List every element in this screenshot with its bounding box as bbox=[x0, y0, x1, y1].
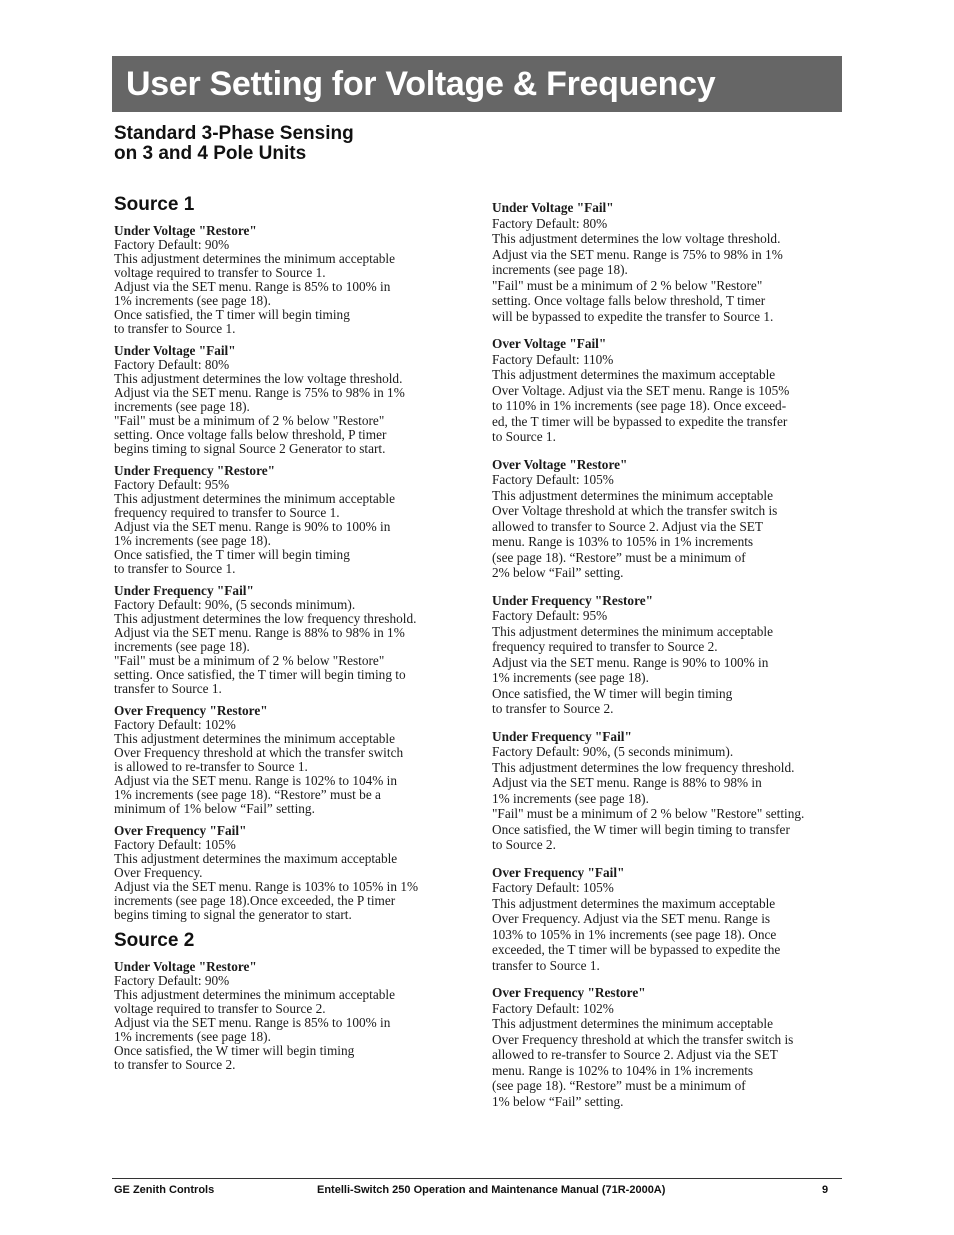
setting-text-line: allowed to transfer to Source 2. Adjust via the SET bbox=[492, 518, 764, 534]
setting-text-line: (see page 18). “Restore” must be a minimum of bbox=[492, 549, 746, 565]
source1-blocks bbox=[114, 224, 469, 922]
setting-text-line: to 110% in 1% increments (see page 18). Once exceed- bbox=[492, 398, 787, 413]
setting-text-line: This adjustment determines the minimum acceptable bbox=[492, 1016, 774, 1031]
setting-text-line: Factory Default: 90%, (5 seconds minimum). bbox=[114, 597, 356, 612]
setting-title: Over Frequency "Restore" bbox=[492, 985, 646, 1000]
setting-text-line: 1% increments (see page 18). bbox=[114, 293, 271, 308]
setting-text-line: exceeded, the T timer will be bypassed to expedite the bbox=[492, 942, 781, 957]
setting-text-line: Adjust via the SET menu. Range is 88% to 98% in 1% bbox=[114, 625, 405, 640]
setting-text-line: Factory Default: 102% bbox=[492, 1000, 614, 1016]
setting-text-line: Factory Default: 105% bbox=[492, 472, 614, 487]
setting-text-line: 1% increments (see page 18). bbox=[492, 670, 649, 685]
setting-text-line: This adjustment determines the maximum acceptable bbox=[492, 895, 776, 911]
setting-title: Under Frequency "Fail" bbox=[114, 583, 254, 598]
footer-manual-title: Entelli-Switch 250 Operation and Maintenance Manual (71R-2000A) bbox=[317, 1184, 666, 1196]
setting-block bbox=[114, 704, 469, 816]
setting-text-line: increments (see page 18). bbox=[114, 399, 250, 414]
setting-text-line: menu. Range is 103% to 105% in 1% increments bbox=[492, 534, 754, 549]
setting-text-line: Factory Default: 90% bbox=[114, 973, 230, 988]
setting-text-line: Over Voltage threshold at which the transfer switch is bbox=[492, 503, 778, 518]
setting-text-line: to Source 2. bbox=[492, 837, 556, 852]
setting-title: Over Voltage "Restore" bbox=[492, 456, 628, 472]
setting-title: Over Frequency "Restore" bbox=[114, 703, 268, 718]
setting-text-line: to transfer to Source 2. bbox=[492, 701, 614, 716]
page-number: 9 bbox=[822, 1184, 829, 1196]
setting-text-line: Over Frequency. Adjust via the SET menu. Range is bbox=[492, 911, 771, 926]
setting-title: Under Voltage "Restore" bbox=[114, 223, 257, 238]
setting-text-line: setting. Once voltage falls below threshold, P timer bbox=[114, 427, 387, 442]
setting-block bbox=[114, 584, 469, 696]
setting-text-line: Factory Default: 95% bbox=[492, 608, 608, 623]
setting-text-line: (see page 18). “Restore” must be a minimum of bbox=[492, 1078, 746, 1093]
setting-text-line: 1% below “Fail” setting. bbox=[492, 1093, 624, 1109]
source1-heading: Source 1 bbox=[114, 194, 195, 215]
setting-title: Over Frequency "Fail" bbox=[492, 864, 625, 880]
subtitle-line-2: on 3 and 4 Pole Units bbox=[114, 143, 307, 164]
setting-text-line: 1% increments (see page 18). bbox=[114, 533, 271, 548]
setting-title: Under Frequency "Restore" bbox=[114, 463, 276, 478]
setting-text-line: to transfer to Source 1. bbox=[114, 561, 236, 576]
setting-text-line: Factory Default: 102% bbox=[114, 717, 236, 732]
setting-block bbox=[492, 729, 842, 853]
setting-title: Under Voltage "Fail" bbox=[492, 200, 614, 215]
setting-text-line: This adjustment determines the maximum acceptable bbox=[492, 367, 776, 382]
setting-title: Under Voltage "Restore" bbox=[114, 959, 257, 974]
setting-title: Over Frequency "Fail" bbox=[114, 823, 247, 838]
setting-text-line: "Fail" must be a minimum of 2 % below "Restore" setting. bbox=[492, 806, 805, 821]
page-title: User Setting for Voltage & Frequency bbox=[126, 65, 716, 103]
setting-block bbox=[492, 200, 842, 324]
setting-title: Under Voltage "Fail" bbox=[114, 343, 236, 358]
footer-divider bbox=[112, 1178, 842, 1179]
setting-text-line: frequency required to transfer to Source 1. bbox=[114, 505, 340, 520]
setting-text-line: "Fail" must be a minimum of 2 % below "Restore" bbox=[492, 277, 763, 293]
setting-block bbox=[114, 464, 469, 576]
setting-text-line: Factory Default: 110% bbox=[492, 351, 614, 367]
setting-text-line: Factory Default: 90% bbox=[114, 237, 230, 252]
setting-block bbox=[492, 336, 842, 445]
setting-text-line: minimum of 1% below “Fail” setting. bbox=[114, 801, 315, 816]
setting-text-line: is allowed to re-transfer to Source 1. bbox=[114, 759, 308, 774]
setting-text-line: Factory Default: 90%, (5 seconds minimum). bbox=[492, 744, 734, 759]
setting-text-line: Factory Default: 105% bbox=[492, 880, 614, 895]
setting-text-line: voltage required to transfer to Source 2. bbox=[114, 1001, 326, 1016]
setting-text-line: Over Frequency threshold at which the transfer switch bbox=[114, 745, 404, 760]
setting-title: Under Frequency "Fail" bbox=[492, 728, 632, 744]
setting-text-line: This adjustment determines the maximum acceptable bbox=[114, 851, 398, 866]
setting-text-line: Over Frequency threshold at which the transfer switch is bbox=[492, 1031, 794, 1047]
setting-text-line: setting. Once satisfied, the T timer will begin timing to bbox=[114, 667, 406, 682]
setting-text-line: Factory Default: 95% bbox=[114, 477, 230, 492]
setting-text-line: transfer to Source 1. bbox=[114, 681, 222, 696]
setting-text-line: menu. Range is 102% to 104% in 1% increments bbox=[492, 1062, 754, 1078]
setting-text-line: "Fail" must be a minimum of 2 % below "Restore" bbox=[114, 413, 385, 428]
setting-text-line: This adjustment determines the minimum acceptable bbox=[114, 987, 396, 1002]
setting-text-line: Over Frequency. bbox=[114, 865, 203, 880]
setting-text-line: Once satisfied, the T timer will begin timing bbox=[114, 307, 350, 322]
setting-text-line: allowed to re-transfer to Source 2. Adjust via the SET bbox=[492, 1047, 778, 1062]
setting-text-line: increments (see page 18).Once exceeded, the P timer bbox=[114, 893, 396, 908]
setting-text-line: begins timing to signal the generator to start. bbox=[114, 907, 352, 922]
setting-text-line: 2% below “Fail” setting. bbox=[492, 565, 624, 580]
setting-text-line: Factory Default: 80% bbox=[114, 357, 230, 372]
setting-text-line: increments (see page 18). bbox=[114, 639, 250, 654]
setting-text-line: will be bypassed to expedite the transfer to Source 1. bbox=[492, 308, 774, 324]
setting-block bbox=[492, 457, 842, 581]
setting-text-line: Once satisfied, the W timer will begin timing bbox=[492, 685, 733, 701]
setting-text-line: Adjust via the SET menu. Range is 103% to 105% in 1% bbox=[114, 879, 419, 894]
setting-block bbox=[114, 344, 469, 456]
setting-block bbox=[492, 865, 842, 974]
setting-text-line: This adjustment determines the minimum acceptable bbox=[114, 491, 396, 506]
setting-title: Under Frequency "Restore" bbox=[492, 592, 654, 608]
setting-text-line: 103% to 105% in 1% increments (see page 18). Once bbox=[492, 926, 777, 942]
setting-text-line: Adjust via the SET menu. Range is 75% to 98% in 1% bbox=[492, 246, 783, 262]
setting-text-line: Once satisfied, the W timer will begin timing to transfer bbox=[492, 821, 790, 837]
setting-text-line: Once satisfied, the W timer will begin timing bbox=[114, 1043, 355, 1058]
setting-text-line: Factory Default: 80% bbox=[492, 215, 608, 231]
setting-text-line: 1% increments (see page 18). bbox=[114, 1029, 271, 1044]
setting-text-line: This adjustment determines the minimum acceptable bbox=[114, 731, 396, 746]
setting-text-line: Over Voltage. Adjust via the SET menu. Range is 105% bbox=[492, 382, 790, 398]
setting-text-line: Adjust via the SET menu. Range is 85% to 100% in bbox=[114, 1015, 391, 1030]
setting-block bbox=[492, 985, 842, 1109]
setting-text-line: to transfer to Source 1. bbox=[114, 321, 236, 336]
setting-text-line: This adjustment determines the minimum acceptable bbox=[492, 623, 774, 639]
setting-text-line: Adjust via the SET menu. Range is 90% to 100% in bbox=[114, 519, 391, 534]
right-column bbox=[492, 200, 842, 1121]
setting-text-line: 1% increments (see page 18). “Restore” must be a bbox=[114, 787, 381, 802]
setting-block bbox=[114, 824, 469, 922]
footer-company: GE Zenith Controls bbox=[114, 1184, 215, 1196]
setting-text-line: setting. Once voltage falls below threshold, T timer bbox=[492, 293, 766, 308]
setting-text-line: This adjustment determines the low frequency threshold. bbox=[492, 759, 795, 775]
setting-text-line: This adjustment determines the low frequency threshold. bbox=[114, 611, 417, 626]
setting-text-line: begins timing to signal Source 2 Generator to start. bbox=[114, 441, 386, 456]
setting-text-line: transfer to Source 1. bbox=[492, 957, 600, 973]
setting-text-line: "Fail" must be a minimum of 2 % below "Restore" bbox=[114, 653, 385, 668]
setting-text-line: Adjust via the SET menu. Range is 90% to 100% in bbox=[492, 654, 769, 670]
setting-text-line: voltage required to transfer to Source 1. bbox=[114, 265, 326, 280]
setting-text-line: increments (see page 18). bbox=[492, 262, 628, 277]
setting-text-line: ed, the T timer will be bypassed to expedite the transfer bbox=[492, 413, 788, 429]
setting-text-line: This adjustment determines the minimum acceptable bbox=[492, 487, 774, 503]
setting-text-line: Adjust via the SET menu. Range is 75% to 98% in 1% bbox=[114, 385, 405, 400]
setting-text-line: frequency required to transfer to Source 2. bbox=[492, 639, 718, 654]
setting-text-line: This adjustment determines the low voltage threshold. bbox=[114, 371, 403, 386]
subtitle-line-1: Standard 3-Phase Sensing bbox=[114, 123, 354, 144]
setting-text-line: Adjust via the SET menu. Range is 88% to 98% in bbox=[492, 775, 762, 790]
setting-block bbox=[114, 960, 469, 1072]
setting-text-line: to transfer to Source 2. bbox=[114, 1057, 236, 1072]
setting-text-line: Adjust via the SET menu. Range is 102% to 104% in bbox=[114, 773, 398, 788]
setting-title: Over Voltage "Fail" bbox=[492, 336, 607, 351]
setting-block bbox=[114, 224, 469, 336]
setting-text-line: 1% increments (see page 18). bbox=[492, 790, 649, 806]
setting-text-line: This adjustment determines the minimum acceptable bbox=[114, 251, 396, 266]
source2-continued-blocks bbox=[492, 200, 842, 1109]
section-subtitle bbox=[114, 124, 354, 164]
setting-text-line: Factory Default: 105% bbox=[114, 837, 236, 852]
setting-block bbox=[492, 593, 842, 717]
setting-text-line: to Source 1. bbox=[492, 429, 556, 444]
setting-text-line: This adjustment determines the low voltage threshold. bbox=[492, 231, 781, 246]
source2-blocks bbox=[114, 960, 469, 1072]
setting-text-line: Adjust via the SET menu. Range is 85% to 100% in bbox=[114, 279, 391, 294]
source2-heading: Source 2 bbox=[114, 930, 195, 951]
title-banner bbox=[112, 56, 842, 112]
setting-text-line: Once satisfied, the T timer will begin timing bbox=[114, 547, 350, 562]
left-column bbox=[114, 194, 469, 1080]
